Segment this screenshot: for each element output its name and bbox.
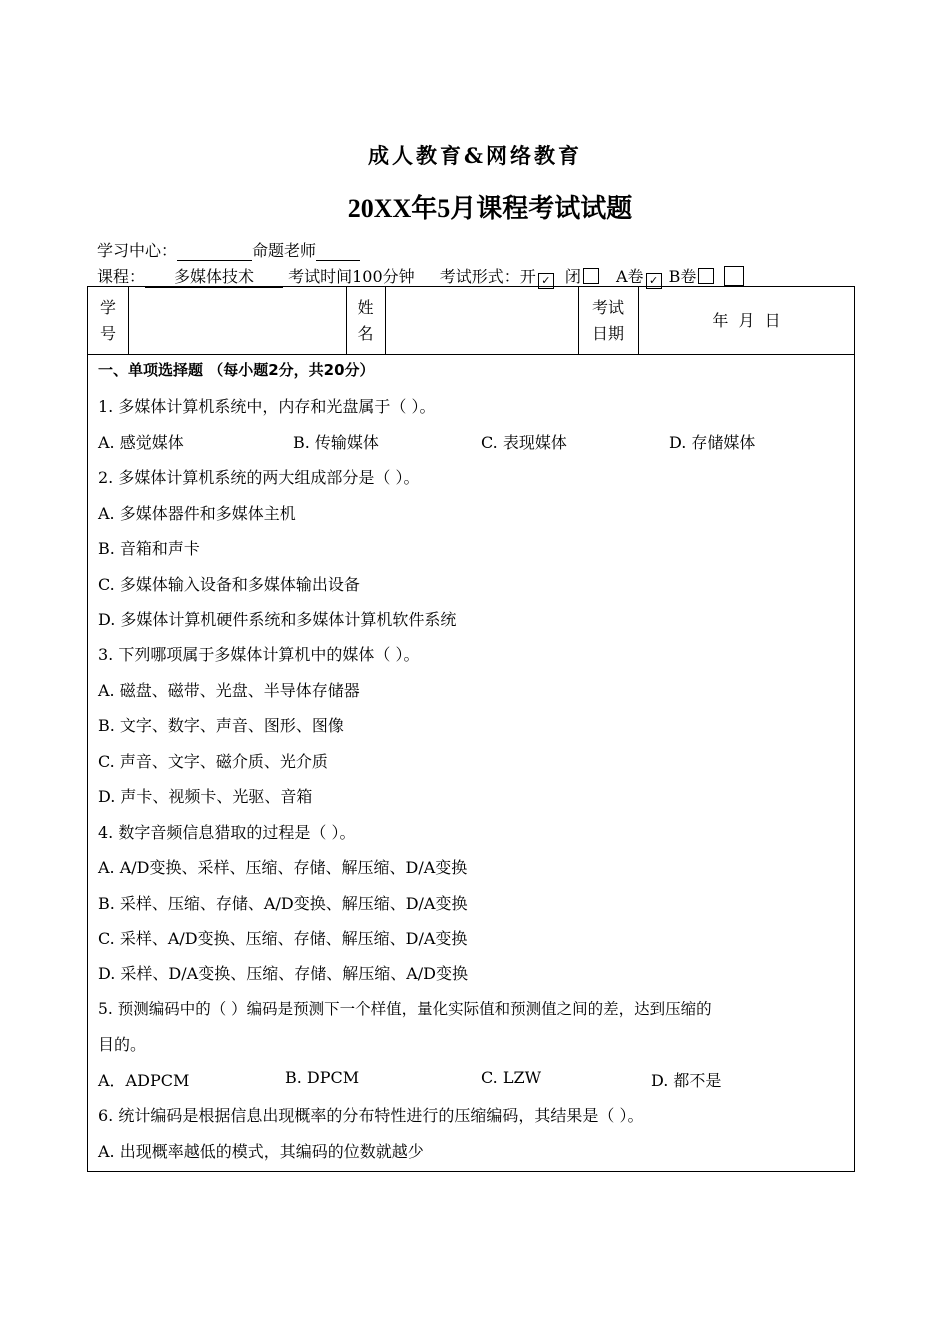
section-heading: 一、单项选择题 （每小题2分，共20分） — [98, 361, 375, 379]
question-line: 1. 多媒体计算机系统中，内存和光盘属于（ ）。 — [98, 397, 436, 416]
center-label: 学习中心： — [97, 241, 178, 260]
closed-checkbox[interactable] — [583, 268, 599, 284]
time-value: 100 — [352, 267, 383, 286]
name-label-1: 姓 — [357, 298, 374, 317]
center-field[interactable] — [177, 242, 252, 261]
option-line: D. 多媒体计算机硬件系统和多媒体计算机软件系统 — [98, 610, 457, 629]
option-line: A. 磁盘、磁带、光盘、半导体存储器 — [98, 681, 360, 700]
option-q5-a: A．ADPCM — [98, 1071, 190, 1090]
time-label: 考试时间 — [288, 267, 353, 286]
name-field[interactable] — [386, 287, 578, 354]
question-line-continued: 目的。 — [98, 1035, 147, 1054]
b-label: B卷 — [668, 267, 697, 286]
course-label: 课程： — [97, 267, 146, 286]
option-line: C. 采样、A/D变换、压缩、存储、解压缩、D/A变换 — [98, 929, 468, 948]
name-label-2: 名 — [357, 324, 374, 343]
option-q1-a: A. 感觉媒体 — [98, 433, 184, 452]
option-line: D. 声卡、视频卡、光驱、音箱 — [98, 787, 313, 806]
option-q5-b: B. DPCM — [285, 1068, 360, 1087]
option-line: C. 声音、文字、磁介质、光介质 — [98, 752, 328, 771]
divider — [88, 354, 854, 355]
option-q1-b: B. 传输媒体 — [293, 433, 379, 452]
option-line: A. A/D变换、采样、压缩、存储、解压缩、D/A变换 — [98, 858, 468, 877]
student-id-label — [88, 295, 128, 347]
form-label: 考试形式：开 — [439, 267, 536, 286]
option-q5-c: C. LZW — [481, 1068, 542, 1087]
question-line: 6. 统计编码是根据信息出现概率的分布特性进行的压缩编码，其结果是（ ）。 — [98, 1106, 644, 1125]
exam-date-field[interactable]: 年 月 日 — [712, 311, 781, 330]
exam-date-label-1: 考试 — [591, 298, 624, 317]
a-label: A卷 — [616, 267, 644, 286]
organization-title: 成人教育&网络教育 — [368, 143, 582, 168]
a-checkbox[interactable]: ✓ — [646, 273, 662, 289]
exam-frame — [87, 286, 855, 1172]
question-line: 4. 数字音频信息猎取的过程是（ ）。 — [98, 823, 356, 842]
info-row-1 — [97, 238, 360, 261]
option-line: A. 多媒体器件和多媒体主机 — [98, 504, 296, 523]
option-line: C. 多媒体输入设备和多媒体输出设备 — [98, 575, 360, 594]
option-q1-c: C. 表现媒体 — [481, 433, 567, 452]
option-line: B. 采样、压缩、存储、A/D变换、解压缩、D/A变换 — [98, 894, 468, 913]
b-checkbox[interactable] — [698, 268, 714, 284]
question-line: 2. 多媒体计算机系统的两大组成部分是（ ）。 — [98, 468, 420, 487]
student-id-field[interactable] — [129, 287, 346, 354]
exam-date-label — [578, 295, 638, 347]
teacher-label: 命题老师 — [252, 241, 317, 260]
exam-date-label-2: 日期 — [591, 324, 624, 343]
student-id-label-1: 学 — [99, 298, 116, 317]
course-name: 多媒体技术 — [145, 264, 283, 288]
teacher-field[interactable] — [316, 242, 360, 261]
option-line: A. 出现概率越低的模式，其编码的位数就越少 — [98, 1142, 424, 1161]
question-line: 5. 预测编码中的（ ）编码是预测下一个样值，量化实际值和预测值之间的差，达到压缩的 — [98, 1000, 712, 1018]
extra-checkbox[interactable] — [724, 266, 744, 286]
option-line: B. 文字、数字、声音、图形、图像 — [98, 716, 344, 735]
question-line: 3. 下列哪项属于多媒体计算机中的媒体（ ）。 — [98, 645, 420, 664]
exam-title: 20XX年5月课程考试试题 — [347, 194, 633, 223]
option-q1-d: D. 存储媒体 — [669, 433, 756, 452]
time-unit: 分钟 — [382, 267, 415, 286]
open-checkbox[interactable]: ✓ — [538, 273, 554, 289]
student-id-label-2: 号 — [99, 324, 116, 343]
closed-label: 闭 — [564, 267, 581, 286]
name-label — [346, 295, 385, 347]
option-q5-d: D. 都不是 — [651, 1071, 722, 1090]
option-line: D. 采样、D/A变换、压缩、存储、解压缩、A/D变换 — [98, 964, 468, 983]
option-line: B. 音箱和声卡 — [98, 539, 200, 558]
